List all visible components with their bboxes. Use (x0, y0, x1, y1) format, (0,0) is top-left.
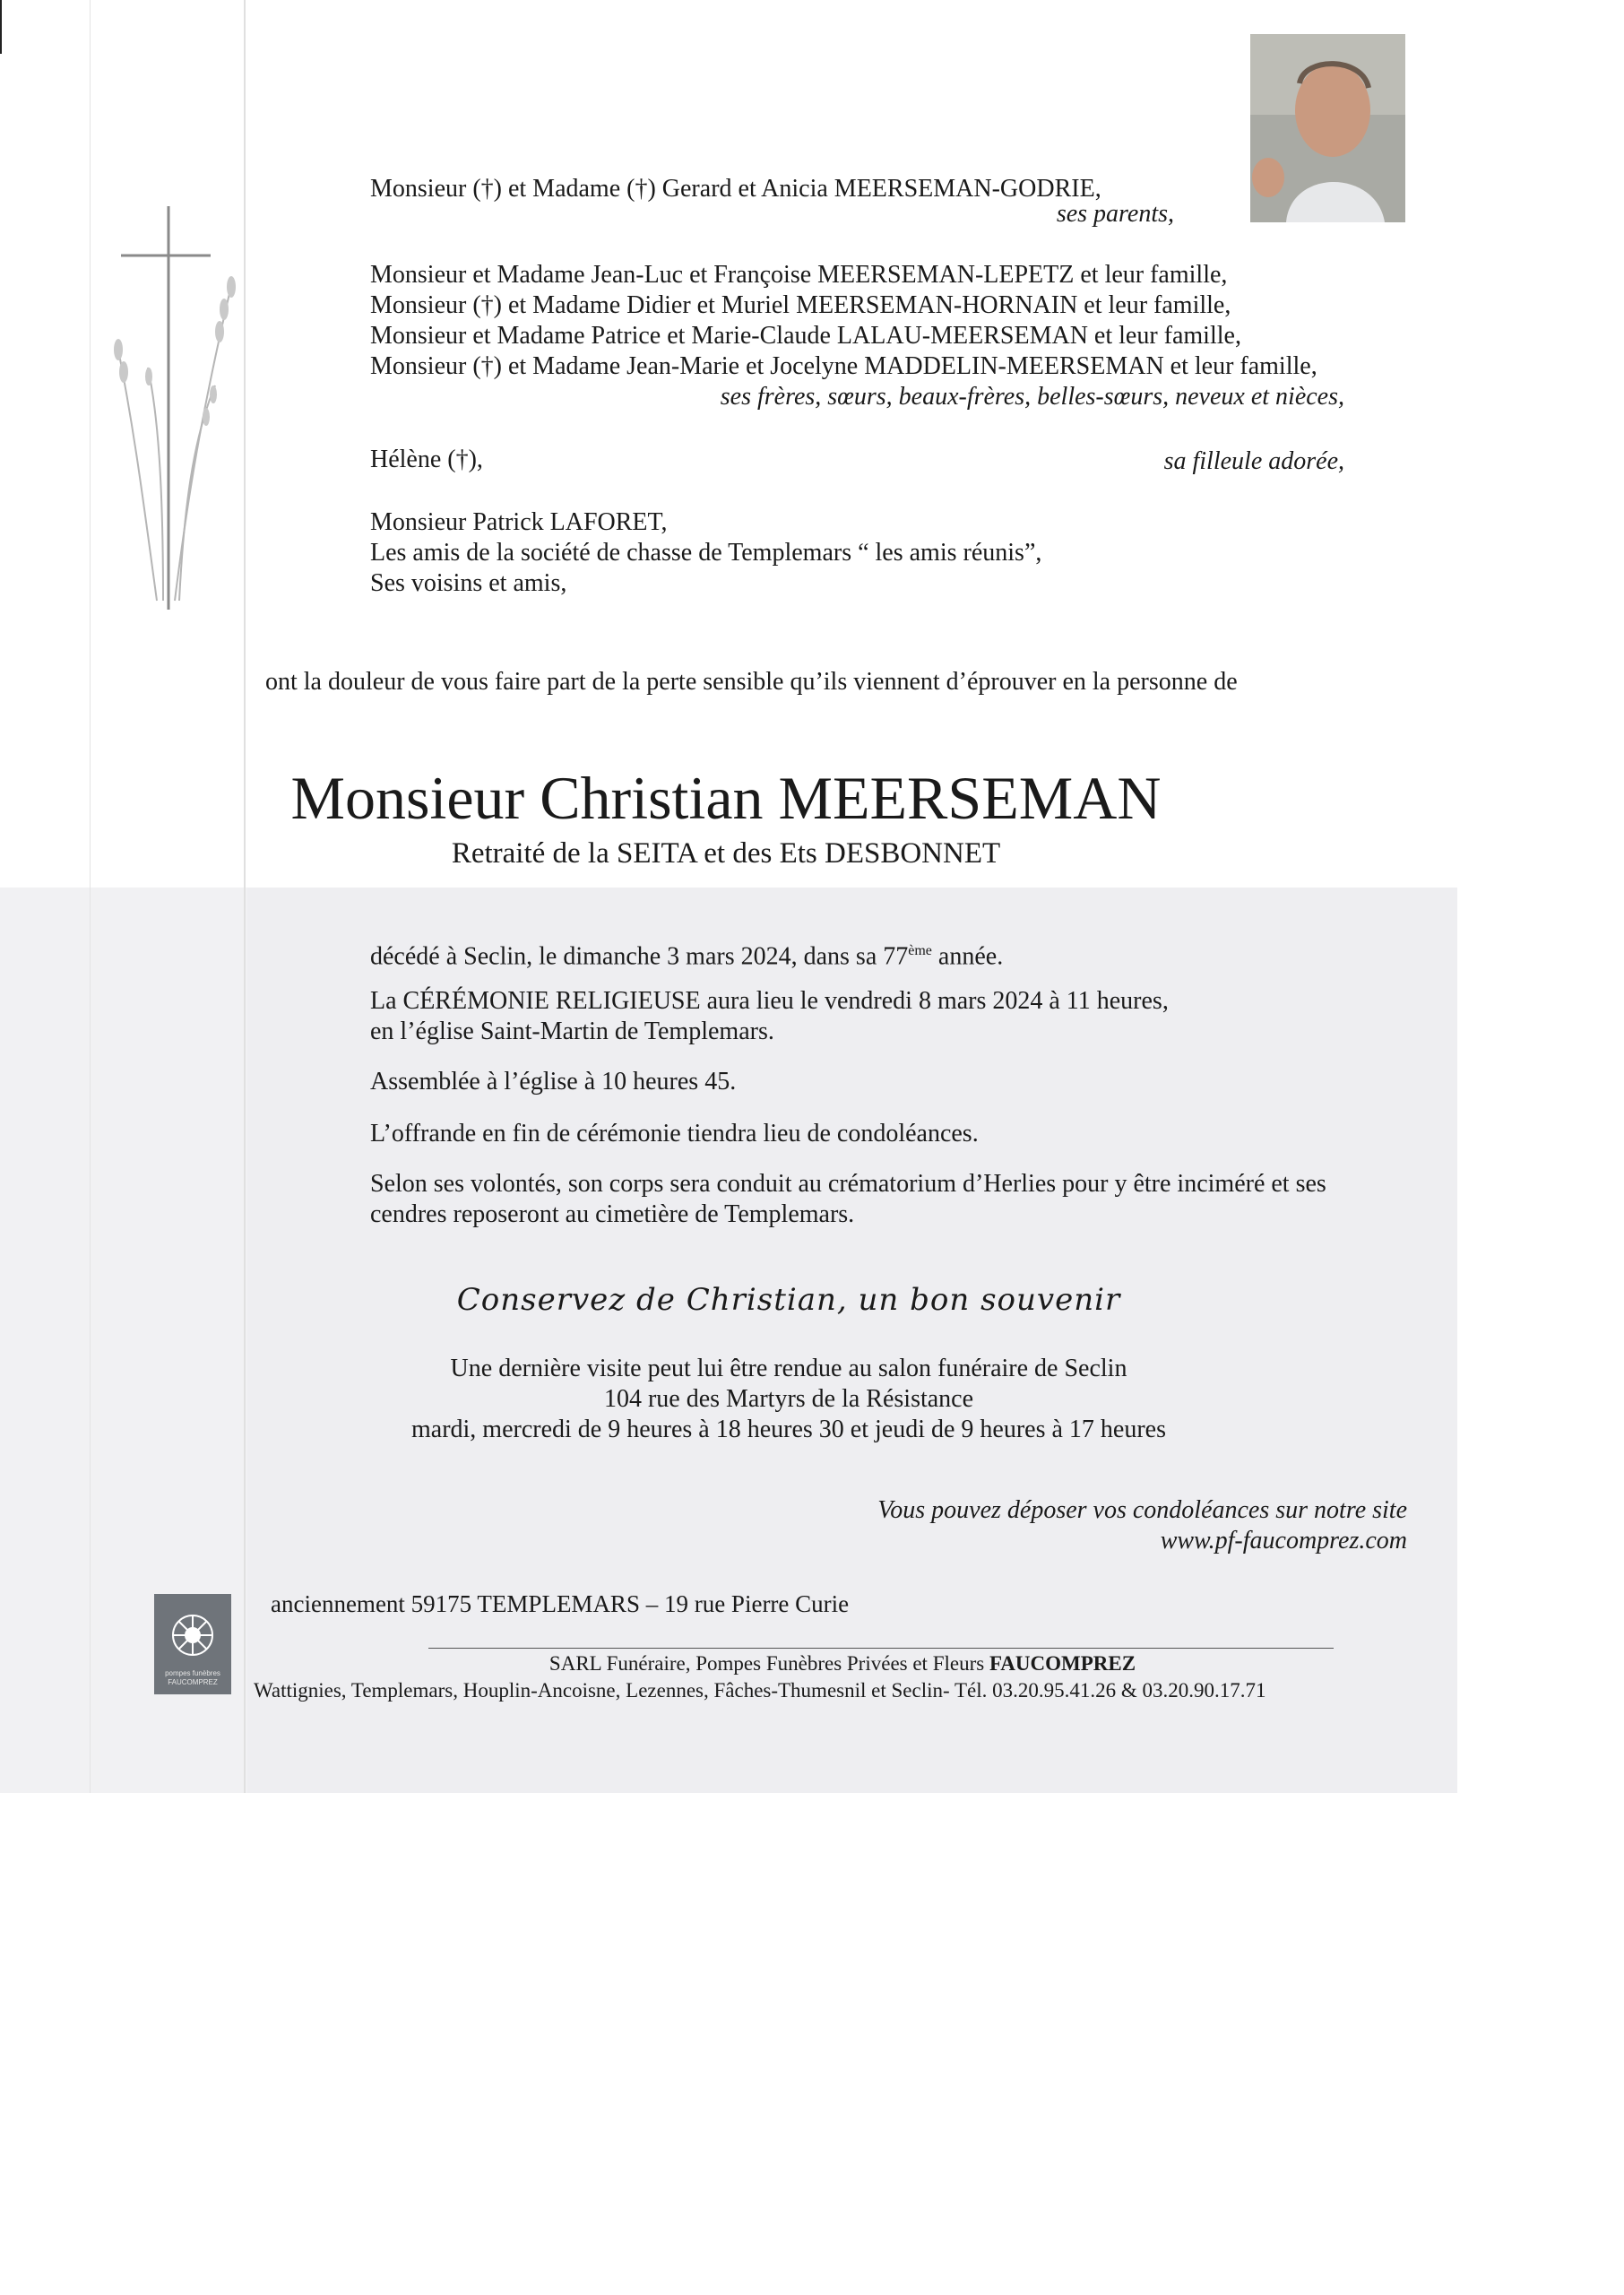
death-notice-text: décédé à Seclin, le dimanche 3 mars 2024, dans sa 77 (370, 942, 909, 971)
visit-line: Une dernière visite peut lui être rendue au salon funéraire de Seclin (450, 1355, 1127, 1382)
offering-note: L’offrande en fin de cérémonie tiendra lieu de condoléances. (370, 1120, 979, 1148)
company-logo (154, 1594, 231, 1694)
death-notice (370, 936, 1003, 972)
death-notice-suffix: année. (931, 942, 1004, 971)
condolences-url[interactable]: www.pf-faucomprez.com (1160, 1527, 1407, 1555)
other-line: Ses voisins et amis, (370, 569, 567, 597)
scan-edge-mark (0, 0, 2, 54)
wishes-line: Selon ses volontés, son corps sera conduit au crématorium d’Herlies pour y être inciméré et ses (370, 1170, 1326, 1198)
siblings-role: ses frères, sœurs, beaux-frères, belles-sœurs, neveux et nièces, (720, 383, 1344, 411)
portrait-photo (1250, 34, 1405, 222)
company-name: FAUCOMPREZ (989, 1652, 1136, 1675)
visit-hours: mardi, mercredi de 9 heures à 18 heures 30 et jeudi de 9 heures à 17 heures (410, 1416, 1166, 1443)
logo-brand: FAUCOMPREZ (168, 1678, 218, 1686)
goddaughter-role: sa filleule adorée, (1163, 447, 1344, 475)
wishes-line: cendres reposeront au cimetière de Templemars. (370, 1200, 855, 1228)
company-prefix: SARL Funéraire, Pompes Funèbres Privées et Fleurs (549, 1652, 989, 1675)
sibling-line: Monsieur (†) et Madame Jean-Marie et Jocelyne MADDELIN-MEERSEMAN et leur famille, (370, 352, 1317, 380)
former-address: anciennement 59175 TEMPLEMARS – 19 rue Pierre Curie (271, 1590, 850, 1617)
announcement: ont la douleur de vous faire part de la perte sensible qu’ils viennent d’éprouver en la personne de (265, 668, 1238, 696)
death-notice-sup: ème (908, 943, 932, 958)
sibling-line: Monsieur et Madame Jean-Luc et Françoise MEERSEMAN-LEPETZ et leur famille, (370, 261, 1228, 289)
ceremony-line: La CÉRÉMONIE RELIGIEUSE aura lieu le vendredi 8 mars 2024 à 11 heures, (370, 987, 1169, 1015)
company-line (251, 1651, 1434, 1676)
flower-logo-icon (173, 1615, 212, 1655)
logo-line: pompes funèbres (165, 1669, 220, 1677)
deceased-subtitle: Retraité de la SEITA et des Ets DESBONNET (451, 837, 1001, 870)
other-line: Monsieur Patrick LAFORET, (370, 508, 668, 536)
visit-address: 104 rue des Martyrs de la Résistance (603, 1385, 974, 1413)
cross-wheat-icon (108, 206, 251, 610)
parents-line: Monsieur (†) et Madame (†) Gerard et Anicia MEERSEMAN-GODRIE, (370, 175, 1101, 203)
assembly-time: Assemblée à l’église à 10 heures 45. (370, 1068, 737, 1096)
other-line: Les amis de la société de chasse de Templemars “ les amis réunis”, (370, 539, 1042, 567)
deceased-name: Monsieur Christian MEERSEMAN (290, 764, 1162, 832)
sibling-line: Monsieur et Madame Patrice et Marie-Claude LALAU-MEERSEMAN et leur famille, (370, 322, 1241, 350)
goddaughter-name: Hélène (†), (370, 446, 483, 473)
fold-line (90, 0, 91, 1793)
parents-role: ses parents, (1056, 200, 1174, 228)
sibling-line: Monsieur (†) et Madame Didier et Muriel MEERSEMAN-HORNAIN et leur famille, (370, 291, 1231, 319)
divider (428, 1648, 1334, 1649)
ceremony-location: en l’église Saint-Martin de Templemars. (370, 1018, 774, 1045)
remembrance-script: Conservez de Christian, un bon souvenir (456, 1282, 1121, 1318)
condolences-note: Vous pouvez déposer vos condoléances sur notre site (877, 1496, 1407, 1524)
company-locations: Wattignies, Templemars, Houplin-Ancoisne, Lezennes, Fâches-Thumesnil et Seclin- Tél. 03.20.95.41.26 & 03.20.90.17.71 (254, 1679, 1266, 1702)
